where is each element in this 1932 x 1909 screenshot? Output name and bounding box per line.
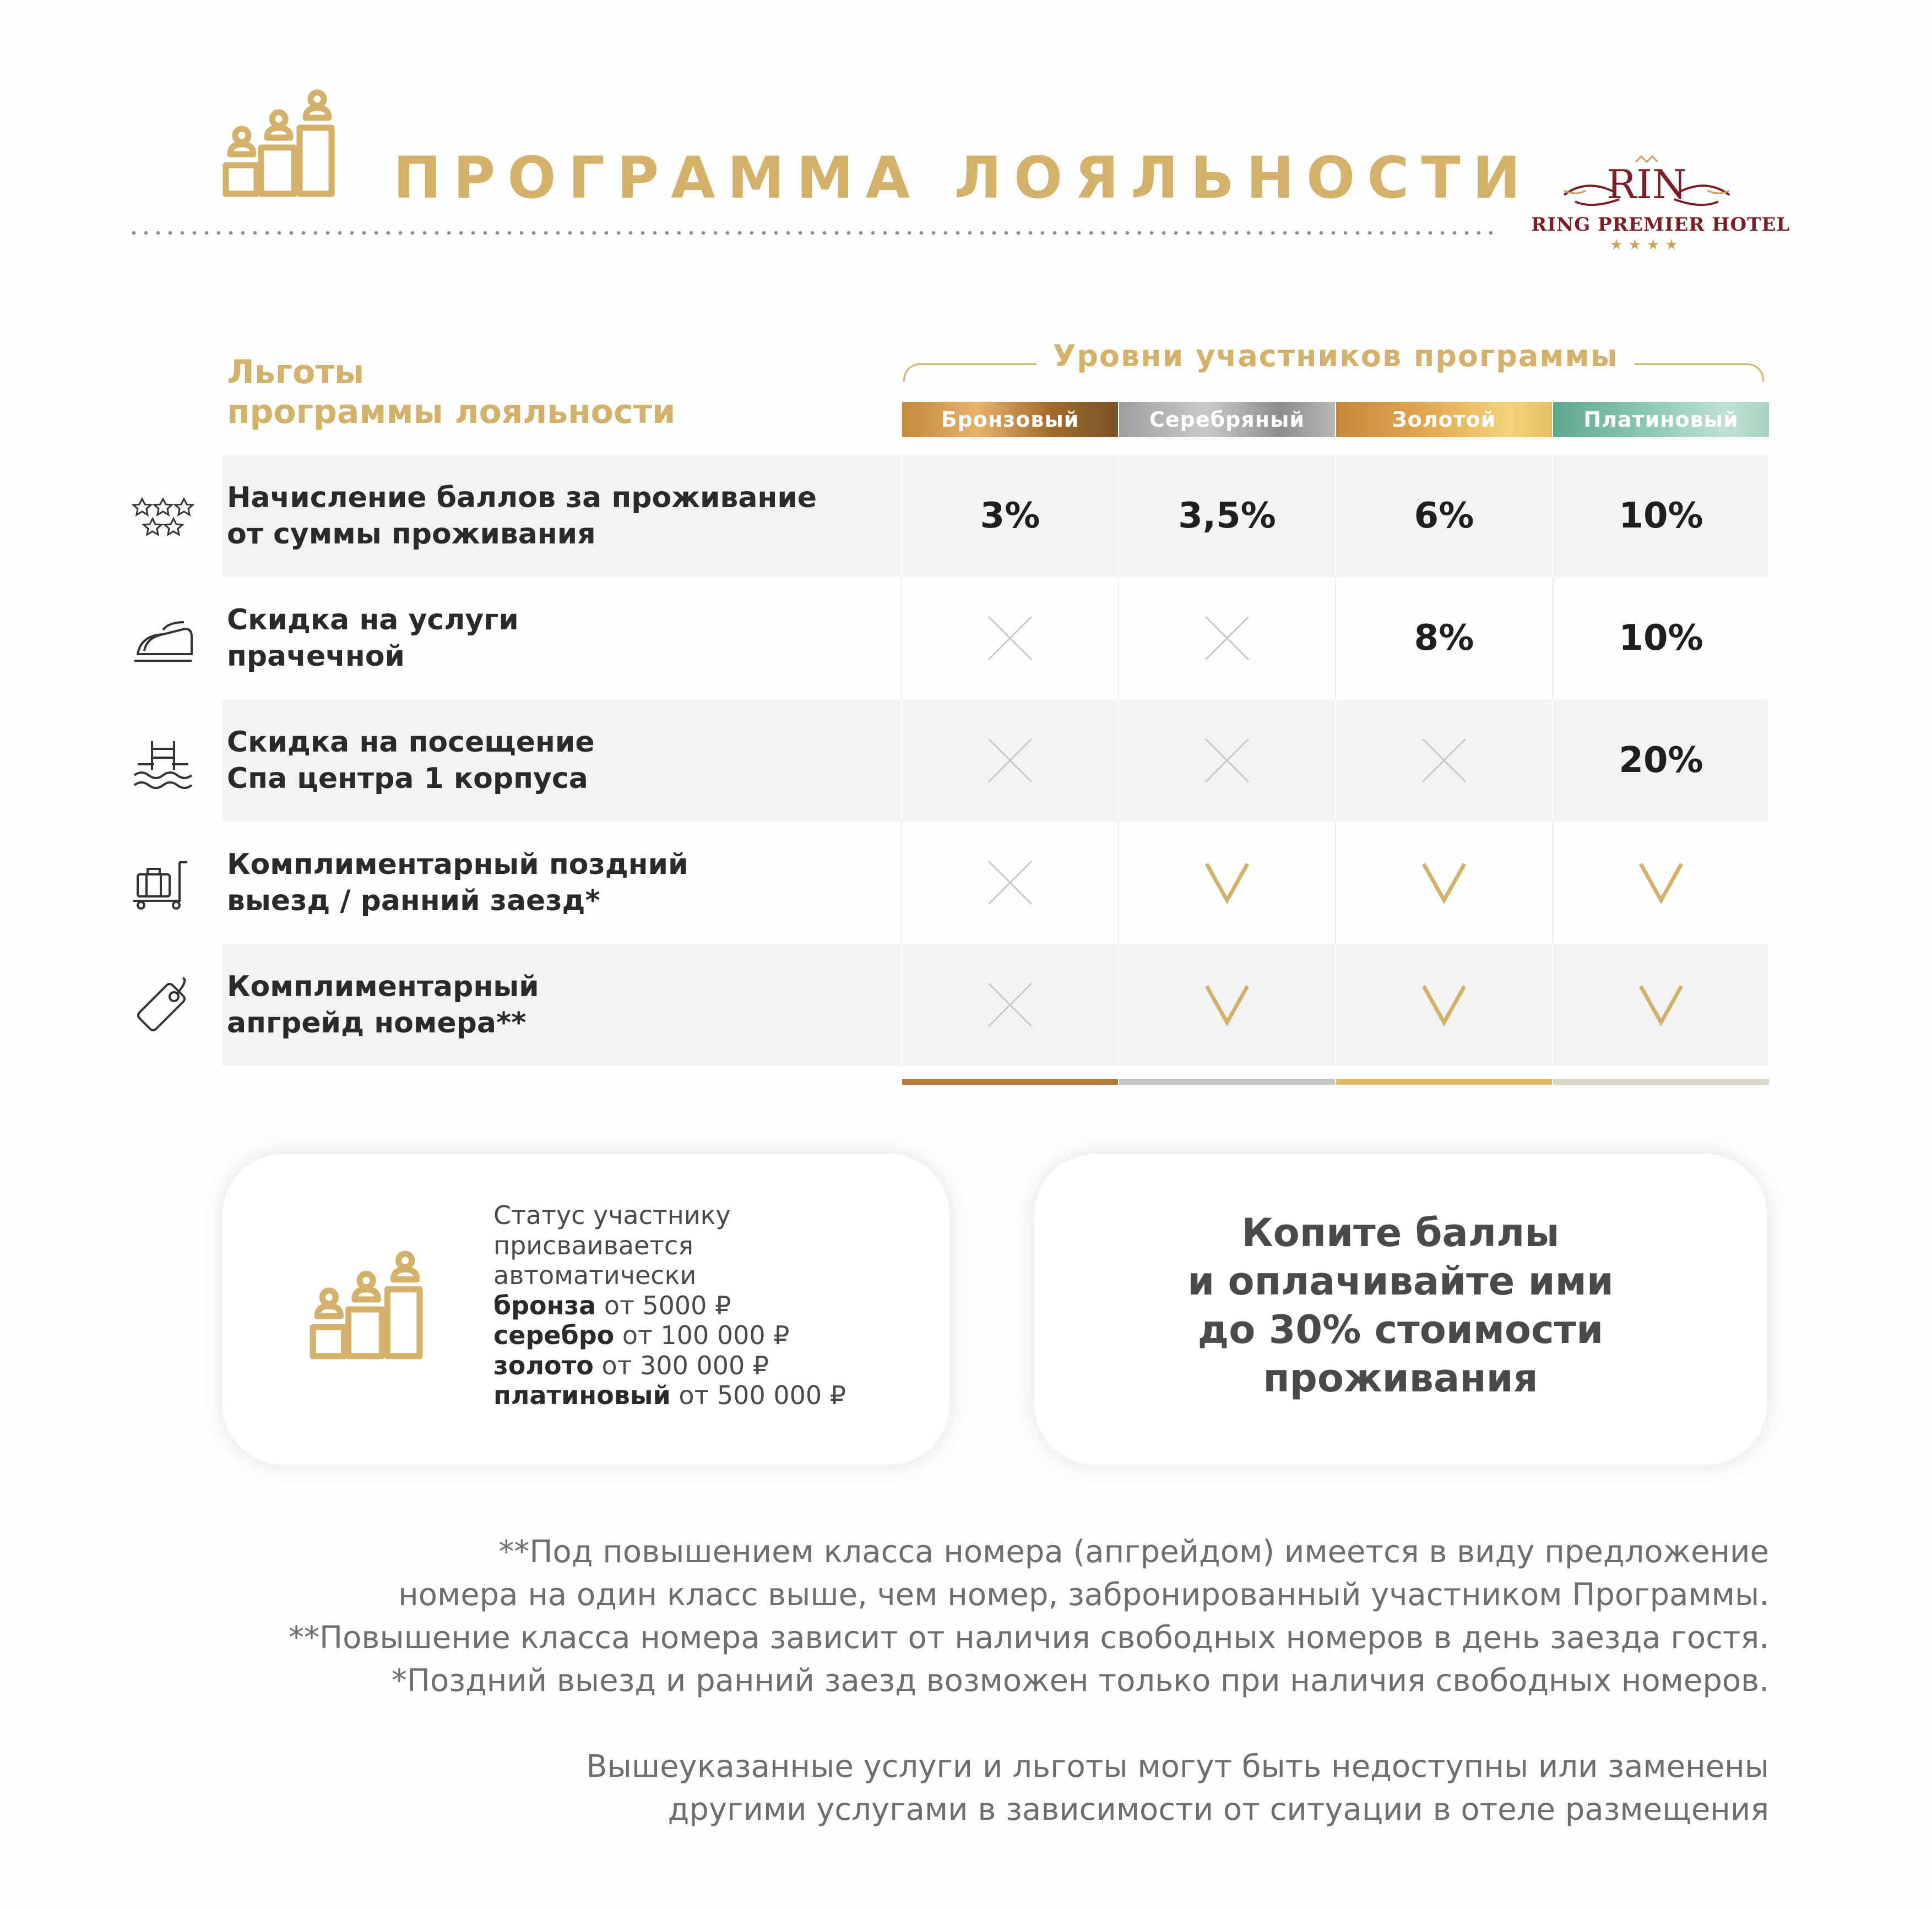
row-label (227, 577, 888, 699)
benefits-title-line2: программы лояльности (227, 393, 676, 431)
hotel-logo (1531, 154, 1790, 259)
row-label (227, 699, 888, 822)
value-silver: 3,5% (1178, 496, 1276, 536)
levels-title (903, 339, 1768, 373)
row-label (227, 822, 888, 944)
podium-icon (222, 88, 335, 198)
tier-silver: Серебряный (1119, 402, 1335, 437)
stars-icon (130, 486, 196, 552)
status-level-gold: золото от 300 000 ₽ (493, 1350, 769, 1380)
status-level-platinum: платиновый от 500 000 ₽ (493, 1380, 846, 1410)
tier-bronze: Бронзовый (902, 402, 1118, 437)
status-intro-2: присваивается (493, 1230, 694, 1260)
check-icon (1119, 944, 1335, 1066)
check-icon (1553, 944, 1769, 1066)
cross-icon (902, 822, 1118, 944)
value-gold: 6% (1414, 496, 1474, 536)
row-label-line2: апгрейд номера** (227, 1007, 527, 1040)
row-label-line2: Спа центра 1 корпуса (227, 762, 588, 795)
row-label-line2: выезд / ранний заезд* (227, 884, 600, 917)
value-platinum: 10% (1619, 618, 1703, 659)
logo-monogram: RIN (1607, 161, 1687, 208)
cross-icon (1119, 699, 1335, 822)
tier-gold: Золотой (1336, 402, 1552, 437)
check-icon (1553, 822, 1769, 944)
promo-line-3: до 30% стоимости (1197, 1307, 1604, 1352)
status-intro-1: Статус участнику (493, 1200, 731, 1230)
check-icon (1336, 822, 1552, 944)
cross-icon (902, 699, 1118, 822)
footnote: номера на один класс выше, чем номер, забронированный участником Программы. (398, 1577, 1769, 1613)
value-platinum: 10% (1619, 496, 1703, 536)
table-row (222, 822, 1768, 944)
podium-icon (310, 1249, 423, 1361)
tier-bar-platinum (1553, 1079, 1769, 1085)
tier-bar-bronze (902, 1079, 1118, 1085)
iron-icon (130, 608, 196, 674)
value-gold: 8% (1414, 618, 1474, 659)
cross-icon (902, 944, 1118, 1066)
footnotes (110, 1531, 1769, 1703)
disclaimer-line: Вышеуказанные услуги и льготы могут быть недоступны или заменены (586, 1749, 1769, 1785)
cross-icon (902, 577, 1118, 699)
footnote: **Под повышением класса номера (апгрейдом) имеется в виду предложение (498, 1534, 1769, 1570)
levels-title-text: Уровни участников программы (1036, 339, 1635, 373)
footnote: **Повышение класса номера зависит от наличия свободных номеров в день заезда гостя. (289, 1620, 1769, 1656)
promo-text (1034, 1209, 1767, 1402)
table-row (222, 577, 1768, 699)
logo-monogram-icon (1553, 154, 1740, 211)
benefits-title-line1: Льготы (227, 353, 365, 391)
status-text (493, 1200, 846, 1411)
dotted-divider (128, 230, 1494, 236)
value-bronze: 3% (980, 496, 1040, 536)
row-label (227, 944, 888, 1066)
row-label-line1: Комплиментарный (227, 970, 539, 1003)
promo-line-4: проживания (1263, 1356, 1538, 1401)
tag-icon (130, 975, 196, 1041)
logo-stars: ★★★★ (1610, 237, 1684, 253)
row-label-line1: Комплиментарный поздний (227, 848, 688, 881)
row-label-line2: прачечной (227, 640, 405, 673)
tier-bar-gold (1336, 1079, 1552, 1085)
disclaimer (110, 1745, 1769, 1831)
row-label-line1: Начисление баллов за проживание (227, 481, 817, 514)
status-level-silver: серебро от 100 000 ₽ (493, 1320, 790, 1350)
disclaimer-line: другими услугами в зависимости от ситуации в отеле размещения (667, 1792, 1769, 1828)
promo-line-2: и оплачивайте ими (1187, 1259, 1614, 1304)
status-intro-3: автоматически (493, 1260, 697, 1290)
check-icon (1336, 944, 1552, 1066)
tier-platinum: Платиновый (1553, 402, 1769, 437)
row-label-line2: от суммы проживания (227, 518, 596, 551)
row-label (227, 455, 888, 577)
logo-text: RING PREMIER HOTEL (1531, 214, 1790, 236)
promo-line-1: Копите баллы (1241, 1210, 1560, 1255)
cross-icon (1336, 699, 1552, 822)
table-row (222, 699, 1768, 822)
benefits-title (227, 352, 675, 432)
value-platinum: 20% (1619, 740, 1703, 781)
footnote: *Поздний выезд и ранний заезд возможен только при наличия свободных номеров. (391, 1663, 1769, 1699)
pool-icon (130, 730, 196, 796)
page-title: ПРОГРАММА ЛОЯЛЬНОСТИ (393, 144, 1533, 211)
check-icon (1119, 822, 1335, 944)
status-level-bronze: бронза от 5000 ₽ (493, 1290, 731, 1320)
luggage-cart-icon (130, 852, 196, 918)
table-row (222, 944, 1768, 1066)
cross-icon (1119, 577, 1335, 699)
table-row (222, 455, 1768, 577)
row-label-line1: Скидка на посещение (227, 726, 595, 759)
tier-bar-silver (1119, 1079, 1335, 1085)
row-label-line1: Скидка на услуги (227, 603, 519, 637)
